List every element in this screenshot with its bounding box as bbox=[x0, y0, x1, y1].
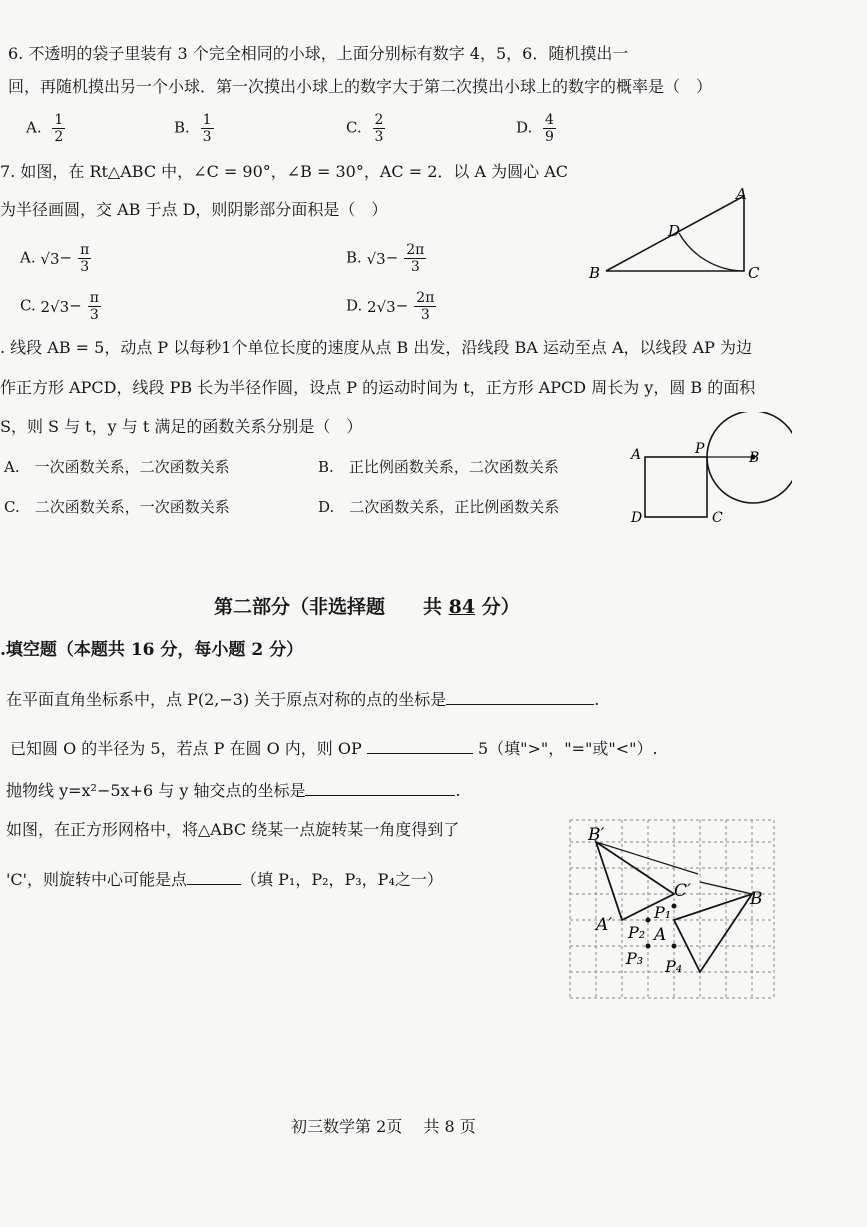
q6-option-a bbox=[26, 112, 65, 145]
fraction bbox=[78, 242, 91, 275]
numerator: 4 bbox=[545, 112, 554, 128]
fraction bbox=[414, 290, 436, 323]
sqrt3-expression: √3 bbox=[366, 249, 386, 268]
label-p2: P₂ bbox=[628, 923, 646, 942]
label-a: A bbox=[631, 447, 642, 463]
fraction bbox=[404, 242, 426, 275]
label-b: B bbox=[750, 889, 763, 909]
square-apcd bbox=[645, 457, 707, 517]
fraction bbox=[52, 112, 65, 145]
option-label: A. bbox=[4, 458, 20, 476]
denominator: 9 bbox=[545, 129, 554, 145]
option-label: D. bbox=[516, 118, 533, 137]
fill-question-3 bbox=[6, 779, 461, 801]
option-label: D. bbox=[346, 296, 363, 315]
numerator: π bbox=[89, 290, 99, 306]
fraction bbox=[373, 112, 386, 145]
minus-sign: − bbox=[69, 296, 82, 315]
q6-option-c bbox=[346, 112, 385, 145]
q8-option-b bbox=[318, 457, 559, 477]
q7-triangle-figure bbox=[584, 182, 774, 292]
question-text: 在平面直角坐标系中，点 P(2,−3) 关于原点对称的点的坐标是 bbox=[6, 690, 447, 709]
label-p1: P₁ bbox=[654, 903, 672, 922]
option-label: D. bbox=[318, 498, 335, 516]
rotation-grid-figure bbox=[568, 814, 778, 1004]
label-c: C bbox=[712, 510, 723, 526]
label-a: A bbox=[736, 185, 747, 203]
question-text: 抛物线 y=x²−5x+6 与 y 轴交点的坐标是 bbox=[6, 781, 306, 800]
fill-question-4-line-2 bbox=[6, 868, 443, 890]
page-footer: 初三数学第 2页 共 8 页 bbox=[291, 1117, 476, 1136]
label-p4: P₄ bbox=[665, 957, 683, 976]
label-b-prime: B′ bbox=[588, 825, 605, 845]
total-score: 84 bbox=[448, 596, 476, 618]
fraction bbox=[88, 290, 101, 323]
q8-square-circle-figure bbox=[622, 412, 792, 530]
label-b: B bbox=[589, 264, 601, 282]
question-text: 'C'，则旋转中心可能是点 bbox=[6, 870, 188, 889]
q7-option-a bbox=[20, 242, 91, 275]
q6-line-2: 回，再随机摸出另一个小球．第一次摸出小球上的数字大于第二次摸出小球上的数字的概率是（ ） bbox=[8, 77, 713, 96]
answer-blank[interactable] bbox=[446, 688, 594, 705]
option-label: A. bbox=[20, 248, 36, 267]
minus-sign: − bbox=[395, 296, 409, 315]
denominator: 3 bbox=[404, 258, 426, 275]
heading-prefix: 第二部分（非选择题 共 bbox=[214, 596, 449, 618]
fraction bbox=[201, 112, 214, 145]
answer-blank[interactable] bbox=[367, 737, 473, 754]
question-text-end: （填 P₁，P₂，P₃，P₄之一） bbox=[241, 870, 443, 889]
label-p3: P₃ bbox=[626, 949, 644, 968]
q6-option-b bbox=[174, 112, 214, 145]
section-heading: .填空题（本题共 16 分，每小题 2 分） bbox=[0, 640, 304, 660]
numerator: π bbox=[80, 242, 90, 258]
fraction bbox=[543, 112, 556, 145]
q8-line-1: . 线段 AB = 5，动点 P 以每秒1个单位长度的速度从点 B 出发，沿线段 BA 运动至点 A，以线段 AP 为边 bbox=[0, 338, 752, 357]
label-d: D bbox=[668, 222, 681, 240]
numerator: 1 bbox=[202, 112, 212, 128]
option-label: C. bbox=[346, 118, 362, 137]
numerator: 2π bbox=[406, 242, 425, 258]
label-c-prime: C′ bbox=[674, 881, 691, 901]
denominator: 3 bbox=[414, 306, 436, 323]
q7-option-d bbox=[346, 290, 436, 323]
answer-blank[interactable] bbox=[187, 868, 241, 885]
minus-sign: − bbox=[59, 248, 73, 267]
point-p1 bbox=[672, 904, 677, 909]
option-label: C. bbox=[20, 296, 36, 315]
q8-option-c bbox=[4, 497, 230, 517]
sqrt3-expression: 2√3 bbox=[40, 297, 70, 316]
label-a-prime: A′ bbox=[596, 915, 613, 935]
q8-line-3: S，则 S 与 t，y 与 t 满足的函数关系分别是（ ） bbox=[0, 417, 363, 436]
option-label: A. bbox=[26, 118, 42, 137]
q6-line-1: 6. 不透明的袋子里装有 3 个完全相同的小球，上面分别标有数字 4，5，6．随机摸出一 bbox=[8, 44, 629, 63]
fill-question-4-line-1: 如图，在正方形网格中，将△ABC 绕某一点旋转某一角度得到了 bbox=[6, 820, 460, 839]
answer-blank[interactable] bbox=[305, 779, 455, 796]
label-d: D bbox=[631, 510, 643, 526]
fill-question-1 bbox=[6, 688, 599, 710]
part-two-heading bbox=[214, 592, 520, 619]
q7-option-c bbox=[20, 290, 101, 323]
period: . bbox=[594, 690, 600, 709]
q7-option-b bbox=[346, 242, 426, 275]
denominator: 3 bbox=[374, 129, 384, 145]
denominator: 3 bbox=[78, 258, 91, 275]
option-text: 二次函数关系，一次函数关系 bbox=[34, 498, 230, 516]
helper-line bbox=[596, 842, 698, 874]
denominator: 3 bbox=[88, 306, 101, 323]
label-c: C bbox=[748, 264, 760, 282]
q6-option-d bbox=[516, 112, 556, 145]
numerator: 1 bbox=[54, 112, 64, 128]
question-text: 已知圆 O 的半径为 5，若点 P 在圆 O 内，则 OP bbox=[10, 739, 362, 758]
coefficient: 2 bbox=[367, 297, 377, 316]
coefficient: 2 bbox=[40, 297, 51, 316]
option-label: C. bbox=[4, 498, 20, 516]
point-p3 bbox=[646, 944, 651, 949]
denominator: 2 bbox=[54, 129, 64, 145]
period: . bbox=[455, 781, 461, 800]
triangle-abc bbox=[674, 894, 752, 972]
heading-suffix: 分） bbox=[475, 596, 520, 618]
label-b: B bbox=[749, 450, 760, 466]
label-a: A bbox=[654, 925, 667, 945]
option-text: 二次函数关系，正比例函数关系 bbox=[349, 498, 560, 516]
sqrt3-expression: 2√3 bbox=[367, 297, 396, 316]
arc-dc bbox=[679, 233, 744, 271]
q7-line-2: 为半径画圆，交 AB 于点 D，则阴影部分面积是（ ） bbox=[0, 200, 388, 219]
denominator: 3 bbox=[202, 129, 212, 145]
option-label: B. bbox=[318, 458, 334, 476]
option-text: 一次函数关系，二次函数关系 bbox=[34, 458, 230, 476]
q7-line-1: 7. 如图，在 Rt△ABC 中，∠C = 90°，∠B = 30°，AC = 2．以 A 为圆心 AC bbox=[0, 162, 569, 181]
option-label: B. bbox=[174, 118, 190, 137]
option-label: B. bbox=[346, 248, 362, 267]
sqrt3-expression: √3 bbox=[40, 249, 60, 268]
q8-option-a bbox=[4, 457, 230, 477]
q8-line-2: 作正方形 APCD，线段 PB 长为半径作圆，设点 P 的运动时间为 t，正方形 APCD 周长为 y，圆 B 的面积 bbox=[0, 378, 756, 397]
numerator: 2π bbox=[416, 290, 435, 306]
point-p2 bbox=[646, 918, 651, 923]
point-p4 bbox=[672, 944, 677, 949]
question-text-end: 5（填">"，"="或"<"）. bbox=[477, 739, 658, 758]
minus-sign: − bbox=[385, 248, 399, 267]
numerator: 2 bbox=[374, 112, 384, 128]
fill-question-2 bbox=[10, 737, 658, 759]
option-text: 正比例函数关系，二次函数关系 bbox=[348, 458, 559, 476]
label-p: P bbox=[695, 441, 705, 457]
q8-option-d bbox=[318, 497, 559, 517]
